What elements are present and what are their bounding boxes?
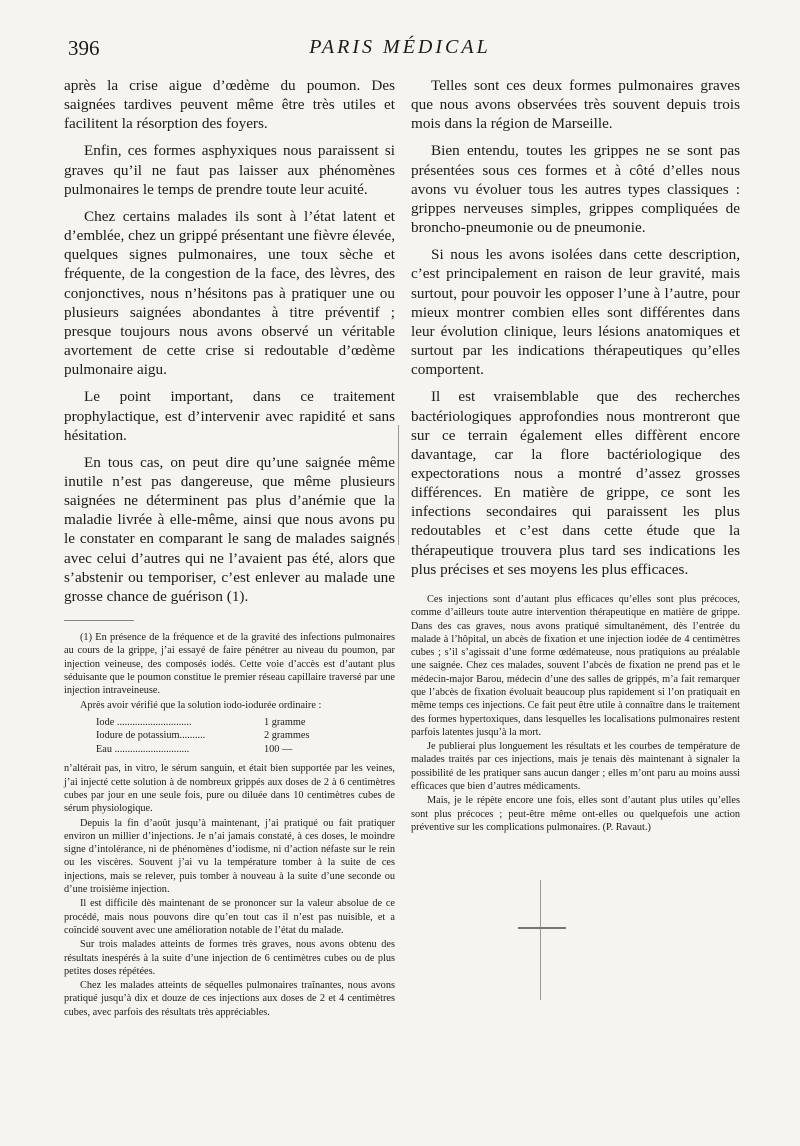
formula-table <box>96 716 326 757</box>
formula-intro: Après avoir vérifié que la solution iodo-iodurée ordinaire : <box>80 699 322 711</box>
footnote-paragraph: Ces injections sont d’autant plus efficaces qu’elles sont plus précoces, comme d’ailleurs toute autre intervention thérapeutique en matière de grippe. Dans des cas graves, nous avons pratiqué simultanément, dès l’entrée du malade à l’hôpital, un abcès de fixation et une injection iodée de 4 centimètres cubes ; s’il s’agissait d’une forme œdémateuse, nous pratiquions au préalable une saignée. Chez ces malades, souvent l’abcès de fixation ne prend pas et le médecin-major Barou, médecin d’une des salles de grippés, m’a fait remarquer que l’abcès de fixation évoluait beaucoup plus rapidement si l’on pratiquait en même temps ces injections. Ce fait peut être utile à connaître dans le traitement des formes hypertoxiques, dans lesquelles les localisations pulmonaires restent parfois latentes jusqu’à la mort. <box>411 593 740 738</box>
footnote-paragraph: Sur trois malades atteints de formes très graves, nous avons obtenu des résultats inespérés à la suite d’une injection de 6 centimètres cubes ou de plus petites doses répétées. <box>64 939 395 977</box>
formula-ingredient: Iode ............................. <box>96 716 192 728</box>
paragraph: Bien entendu, toutes les grippes ne se sont pas présentées sous ces formes et à côté d’elles nous avons vu évoluer tous les autres types classiques : grippes nerveuses simples, grippes compliquées de broncho-pneumonie ou de pneumonie. <box>411 142 740 237</box>
right-body-text <box>411 76 740 579</box>
paragraph: Telles sont ces deux formes pulmonaires graves que nous avons observées très souvent depuis trois mois dans la région de Marseille. <box>411 77 740 133</box>
footnote-paragraph: Je publierai plus longuement les résultats et les courbes de température de malades traités par ces injections, mais je tenais dès maintenant à signaler la possibilité de les pratiquer sans aucun danger ; elles m’ont paru au moins aussi efficaces que bien d’autres médicaments. <box>411 741 740 793</box>
footnote-paragraph: Chez les malades atteints de séquelles pulmonaires traînantes, nous avons pratiqué jusqu’à dix et douze de ces injections aux doses de 2 et 4 centimètres cubes, avec parfois des résultats très appréciables. <box>64 980 395 1018</box>
formula-row <box>96 729 326 743</box>
left-column <box>64 76 395 1019</box>
paragraph: Si nous les avons isolées dans cette description, c’est principalement en raison de leur gravité, mais surtout, pour pouvoir les opposer l’une à l’autre, pour mieux montrer combien elles sont différentes dans leur évolution clinique, leurs lésions anatomiques et surtout par les indications thérapeutiques qu’elles comportent. <box>411 246 740 379</box>
paragraph: Le point important, dans ce traitement prophylactique, est d’intervenir avec rapidité et sans hésitation. <box>64 388 395 444</box>
page-header <box>60 36 740 66</box>
running-title: PARIS MÉDICAL <box>309 36 491 58</box>
end-mark-vertical <box>540 880 541 1000</box>
footnote <box>64 631 395 1019</box>
footnote-paragraph: (1) En présence de la fréquence et de la gravité des infections pulmonaires au cours de la grippe, j’ai essayé de faire pénétrer au niveau du poumon, par injection veineuse, des composés iodés. Cette voie d’accès est d’autant plus séduisante que le poumon constitue le premier réseau capillaire traversé par une injection intraveineuse. <box>64 632 395 697</box>
paragraph: Enfin, ces formes asphyxiques nous paraissent si graves qu’il ne faut pas laisser aux phénomènes pulmonaires le temps de prendre toute leur acuité. <box>64 142 395 198</box>
left-body-text <box>64 76 395 606</box>
right-column <box>411 76 740 834</box>
paragraph: Chez certains malades ils sont à l’état latent et d’emblée, chez un grippé présentant une fièvre élevée, quelques signes pulmonaires, une toux sèche et fréquente, de la congestion de la face, des lèvres, des conjonctives, nous n’hésitons pas à pratiquer une ou plusieurs saignées abondantes à titre préventif ; presque toujours nous avons observé un véritable avortement de cette crise si redoutable d’œdème pulmonaire aigu. <box>64 207 396 379</box>
footnote-paragraph: Depuis la fin d’août jusqu’à maintenant, j’ai pratiqué ou fait pratiquer environ un millier d’injections. Je n’ai jamais constaté, à ces doses, le moindre signe d’intolérance, ni de phénomènes d’iodisme, ni d’action néfaste sur le rein ou les viscères. Souvent j’ai vu la température tomber à la suite de ces injections, mais se relever, puis tomber à nouveau à la suite d’une seconde ou d’une troisième injection. <box>64 817 395 896</box>
footnote-divider <box>64 620 134 621</box>
formula-row <box>96 716 326 730</box>
end-mark-horizontal <box>518 927 566 929</box>
formula-quantity: 1 gramme <box>264 716 306 728</box>
formula-quantity: 100 — <box>264 743 293 755</box>
formula-row <box>96 743 326 757</box>
formula-ingredient: Eau ............................. <box>96 743 190 755</box>
paragraph: après la crise aigue d’œdème du poumon. Des saignées tardives peuvent même être très utiles et facilitent la résorption des foyers. <box>64 77 395 133</box>
formula-ingredient: Iodure de potassium.......... <box>96 730 206 742</box>
page-number: 396 <box>68 36 100 60</box>
footnote-paragraph: n’altérait pas, in vitro, le sérum sanguin, et était bien supportée par les veines, j’ai injecté cette solution à de nombreux grippés aux doses de 2 à 6 centimètres cubes par jour en une seule fois, pure ou diluée dans 10 centimètres cubes de sérum physiologique. <box>64 763 395 815</box>
margin-bracket-mark <box>398 425 405 545</box>
footnote-paragraph: Mais, je le répète encore une fois, elles sont d’autant plus utiles qu’elles sont plus précoces ; peut-être même ont-elles ou quelquefois une action préventive sur les complications pulmonaires. (P. Ravaut.) <box>411 795 740 833</box>
footnote-paragraph: Il est difficile dès maintenant de se prononcer sur la valeur absolue de ce procédé, mais nous pouvons dire qu’en tout cas il n’est pas nuisible, et a coïncidé souvent avec une amélioration notable de l’état du malade. <box>64 898 395 936</box>
formula-quantity: 2 grammes <box>264 730 310 742</box>
paragraph: En tous cas, on peut dire qu’une saignée même inutile n’est pas dangereuse, que même plusieurs saignées ne déterminent pas plus d’anémie que la maladie livrée à elle-même, ainsi que nous avons pu le constater en comparant le sang de malades saignés avec celui d’autres qui ne l’avaient pas été, alors que s’abstenir ou temporiser, c’est enlever au malade une grosse chance de guérison (1). <box>64 453 395 605</box>
paragraph: Il est vraisemblable que des recherches bactériologiques approfondies nous montreront que sur ce terrain également elles diffèrent encore davantage, car la flore bactériologique des expectorations nous a montré d’assez grosses différences. En matière de grippe, ce sont les infections secondaires qui paraissent les plus redoutables et c’est dans cette étude que la thérapeutique trouvera plus tard ses indications les plus précises et ses moyens les plus efficaces. <box>411 388 740 578</box>
footnote-continued <box>411 593 740 834</box>
